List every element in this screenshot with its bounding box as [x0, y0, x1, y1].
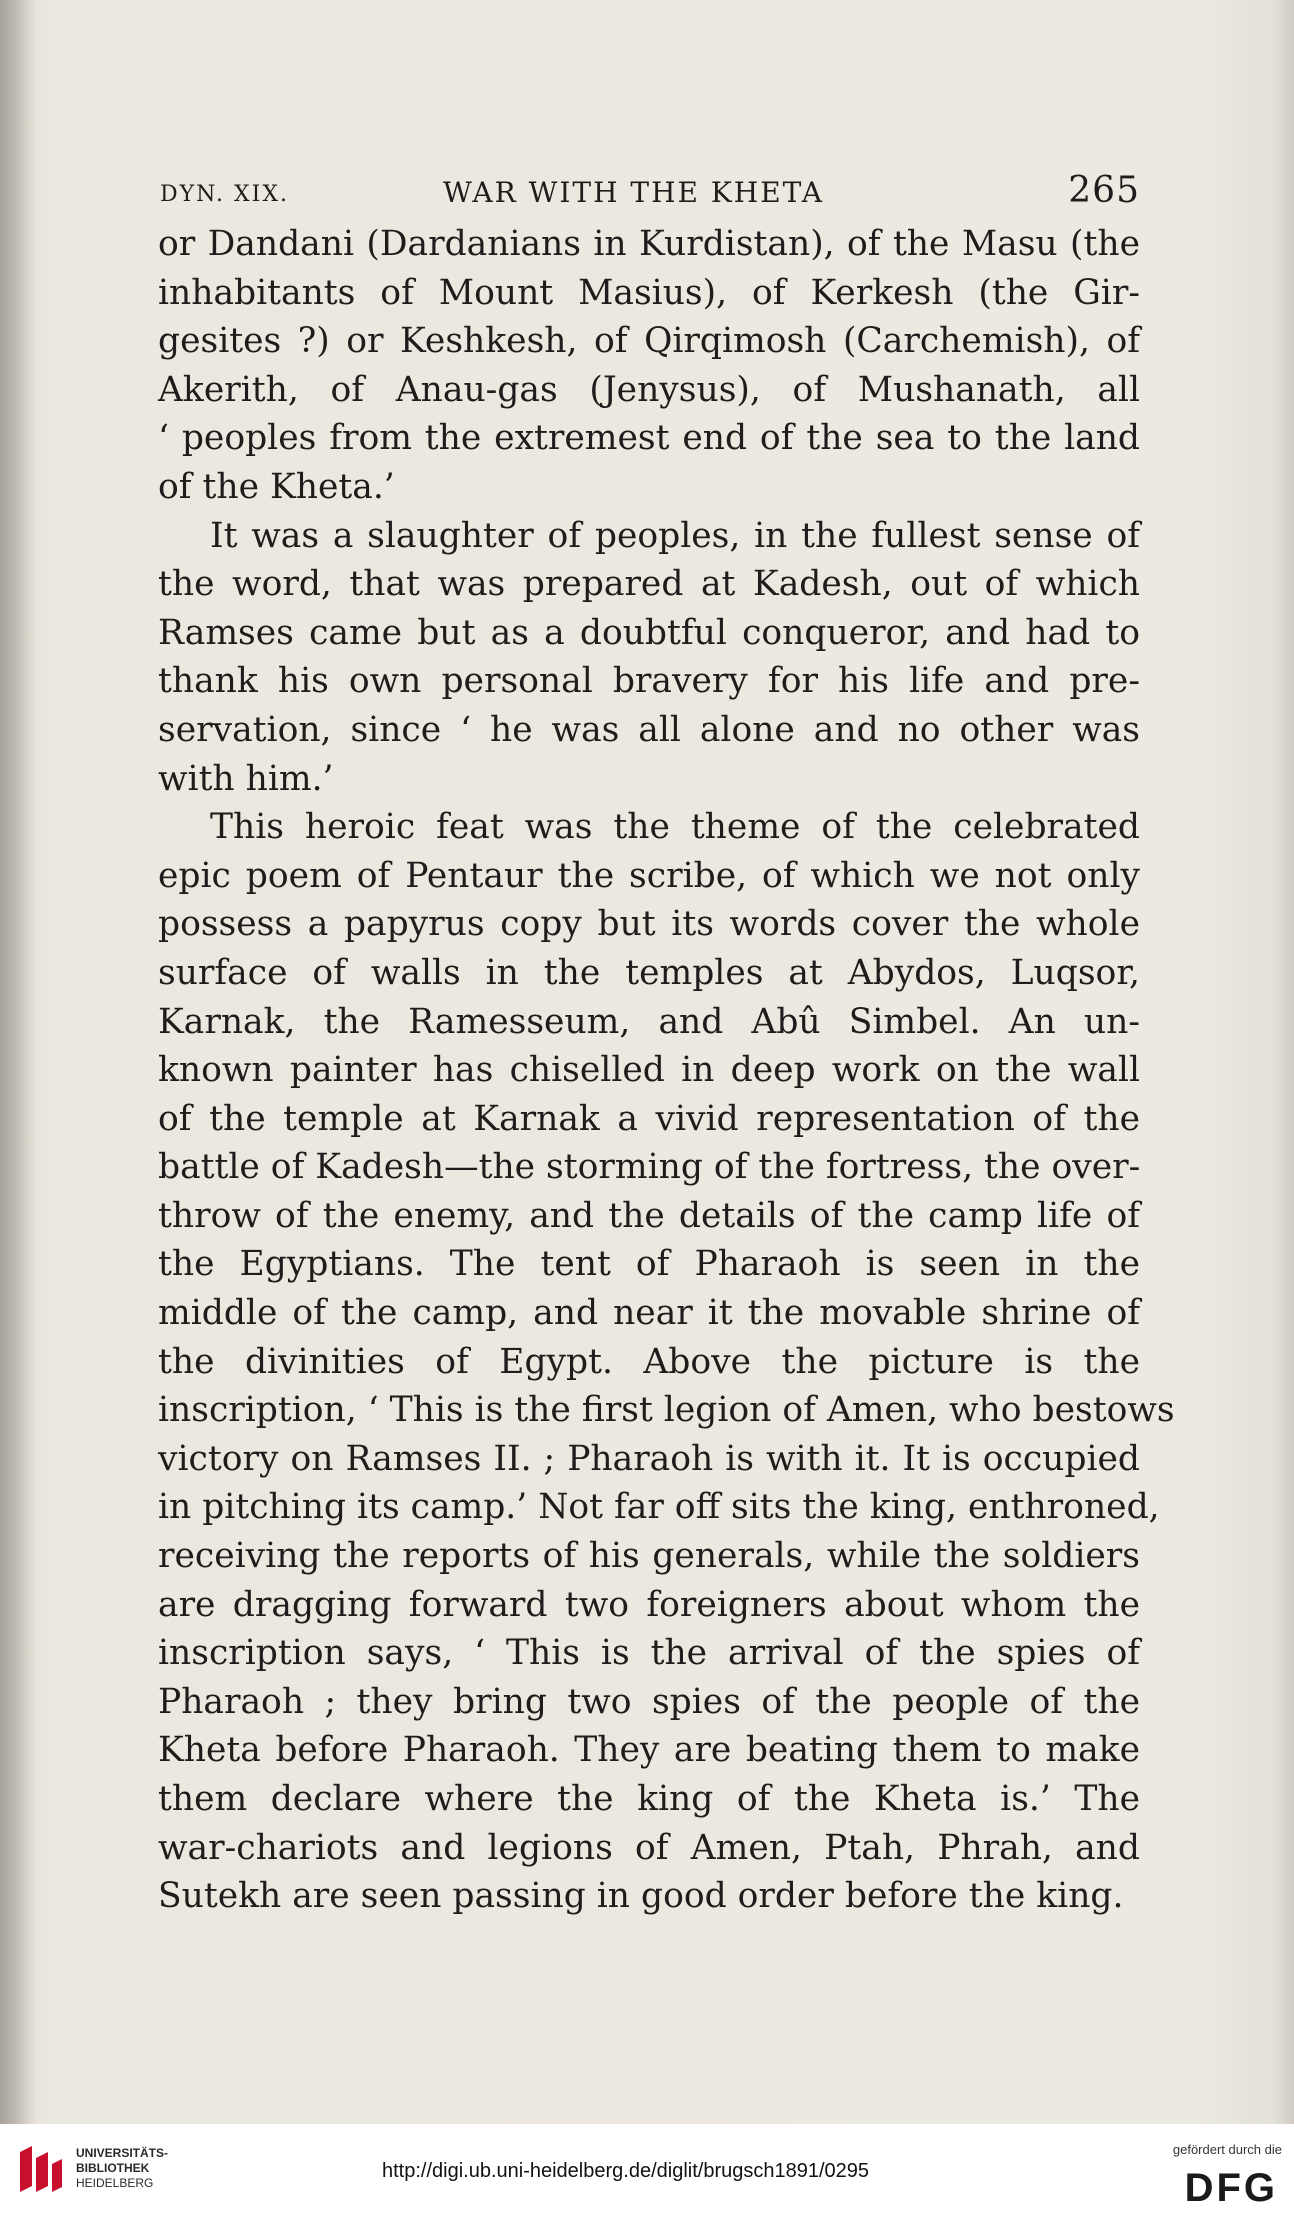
university-library-logo-icon [14, 2142, 68, 2203]
text-line: are dragging forward two foreigners about whom the [158, 1584, 1140, 1625]
text-line: Pharaoh ; they bring two spies of the people of the [158, 1681, 1140, 1722]
text-line: or Dandani (Dardanians in Kurdistan), of the Masu (the [158, 224, 1140, 264]
text-line: surface of walls in the temples at Abydos, Luqsor, [158, 952, 1140, 993]
text-line: battle of Kadesh—the storming of the fortress, the over- [158, 1147, 1141, 1188]
funding-note: gefördert durch die [1172, 2142, 1282, 2157]
text-line: inhabitants of Mount Masius), of Kerkesh (the Gir- [158, 272, 1140, 313]
text-line: ‘ peoples from the extremest end of the sea to the land [158, 418, 1140, 459]
text-line: epic poem of Pentaur the scribe, of which we not only [158, 855, 1140, 896]
text-line: It was a slaughter of peoples, in the fullest sense of [210, 515, 1140, 556]
text-line: Karnak, the Ramesseum, and Abû Simbel. An un- [158, 1001, 1140, 1042]
library-name-line: UNIVERSITÄTS- [76, 2146, 169, 2160]
running-head [158, 168, 1140, 220]
text-line: servation, since ‘ he was all alone and no other was [158, 709, 1140, 750]
book-page [158, 168, 1175, 1921]
library-name-line: BIBLIOTHEK [76, 2161, 150, 2175]
text-line: inscription says, ‘ This is the arrival of the spies of [158, 1633, 1140, 1674]
digitization-footer [0, 2124, 1294, 2214]
text-line: throw of the enemy, and the details of the camp life of [158, 1195, 1140, 1236]
text-line: thank his own personal bravery for his life and pre- [158, 661, 1140, 702]
text-line: receiving the reports of his generals, while the soldiers [158, 1536, 1140, 1577]
permalink-url[interactable]: http://digi.ub.uni-heidelberg.de/diglit/brugsch1891/0295 [382, 2160, 870, 2182]
text-line: Kheta before Pharaoh. They are beating them to make [158, 1730, 1140, 1771]
text-line: gesites ?) or Keshkesh, of Qirqimosh (Carchemish), of [158, 321, 1140, 362]
text-line: inscription, ‘ This is the first legion of Amen, who bestows [158, 1390, 1175, 1431]
logo-mark-shape [20, 2146, 32, 2192]
text-line: This heroic feat was the theme of the celebrated [210, 807, 1140, 848]
text-line: victory on Ramses II. ; Pharaoh is with it. It is occupied [158, 1438, 1140, 1479]
text-line: Akerith, of Anau-gas (Jenysus), of Mushanath, all [158, 369, 1140, 410]
dynasty-label: DYN. XIX. [160, 182, 289, 207]
text-line: the Egyptians. The tent of Pharaoh is seen in the [158, 1244, 1140, 1285]
text-line: Sutekh are seen passing in good order before the king. [158, 1876, 1124, 1917]
text-line: Ramses came but as a doubtful conqueror, and had to [158, 612, 1140, 653]
logo-mark-shape [52, 2159, 62, 2192]
library-name-line: HEIDELBERG [76, 2176, 154, 2190]
text-line: in pitching its camp.’ Not far off sits the king, enthroned, [158, 1487, 1160, 1528]
text-line: war-chariots and legions of Amen, Ptah, Phrah, and [158, 1827, 1140, 1868]
text-line: middle of the camp, and near it the movable shrine of [158, 1293, 1140, 1334]
page-gutter-shadow [0, 0, 36, 2124]
text-line: the word, that was prepared at Kadesh, out of which [158, 564, 1140, 605]
text-line: them declare where the king of the Kheta is.’ The [158, 1779, 1140, 1819]
page-number: 265 [1068, 170, 1140, 211]
text-line: possess a papyrus copy but its words cover the whole [158, 904, 1140, 945]
text-line: of the Kheta.’ [158, 466, 395, 507]
text-line: with him.’ [158, 758, 334, 799]
text-line: of the temple at Karnak a vivid representation of the [158, 1098, 1140, 1139]
chapter-title: WAR WITH THE KHETA [443, 176, 824, 209]
logo-mark-shape [36, 2152, 48, 2192]
text-line: known painter has chiselled in deep work on the wall [158, 1050, 1140, 1091]
library-name [76, 2146, 168, 2191]
text-line: the divinities of Egypt. Above the picture is the [158, 1341, 1140, 1382]
dfg-logo: DFG [1184, 2166, 1278, 2210]
body-text [158, 220, 1175, 1921]
